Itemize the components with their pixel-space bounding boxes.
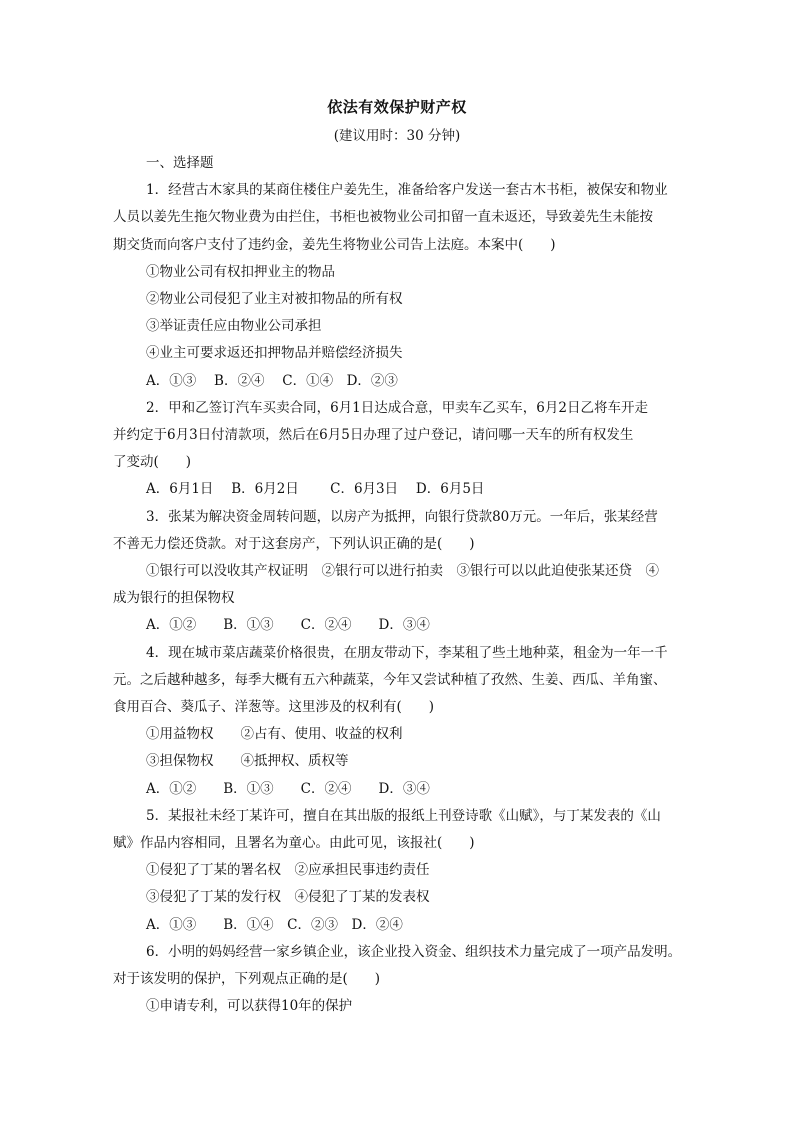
section-heading: 一、选择题	[146, 155, 214, 171]
suggested-time: (建议用时：30 分钟)	[333, 128, 461, 144]
question-stem-line: 6．小明的妈妈经营一家乡镇企业，该企业投入资金、组织技术力量完成了一项产品发明。	[146, 943, 682, 960]
document-title: 依法有效保护财产权	[327, 98, 467, 116]
answer-statement: ③侵犯了丁某的发行权 ④侵犯了丁某的发表权	[146, 889, 430, 906]
answer-choices: A．①③ B．②④ C．①④ D．②③	[146, 372, 398, 389]
document-body	[113, 150, 685, 1021]
question-list	[113, 177, 685, 1020]
question-block	[113, 395, 685, 504]
answer-statement: ①申请专利，可以获得10年的保护	[146, 998, 353, 1015]
question-stem-line: 人员以姜先生拖欠物业费为由拦住，书柜也被物业公司扣留一直未返还，导致姜先生未能按	[113, 209, 653, 226]
answer-statement: ②物业公司侵犯了业主对被扣物品的所有权	[146, 291, 403, 308]
question-block	[113, 640, 685, 803]
question-stem-line: 不善无力偿还贷款。对于这套房产，下列认识正确的是( )	[113, 535, 475, 552]
answer-statement: ③举证责任应由物业公司承担	[146, 318, 322, 335]
question-block	[113, 803, 685, 939]
answer-statement: 成为银行的担保物权	[113, 590, 235, 607]
question-stem-line: 并约定于6月3日付清款项，然后在6月5日办理了过户登记，请问哪一天车的所有权发生	[113, 427, 634, 444]
question-stem-line: 4．现在城市菜店蔬菜价格很贵，在朋友带动下，李某租了些土地种菜，租金为一年一千	[146, 644, 668, 661]
answer-choices: A．6月1日 B．6月2日 C．6月3日 D．6月5日	[146, 481, 485, 498]
question-stem-line: 期交货而向客户支付了违约金，姜先生将物业公司告上法庭。本案中( )	[113, 236, 556, 253]
question-stem-line: 3．张某为解决资金周转问题，以房产为抵押，向银行贷款80万元。一年后，张某经营	[146, 508, 658, 525]
question-stem-line: 了变动( )	[113, 454, 192, 471]
question-stem-line: 元。之后越种越多，每季大概有五六种蔬菜，今年又尝试种植了孜然、生姜、西瓜、羊角蜜、	[113, 671, 667, 688]
question-block	[113, 939, 685, 1021]
question-stem-line: 赋》作品内容相同，且署名为童心。由此可见，该报社( )	[113, 835, 475, 852]
answer-statement: ①用益物权 ②占有、使用、收益的权利	[146, 726, 403, 743]
answer-statement: ④业主可要求返还扣押物品并赔偿经济损失	[146, 345, 403, 362]
question-stem-line: 食用百合、葵瓜子、洋葱等。这里涉及的权利有( )	[113, 699, 435, 716]
answer-statement: ①银行可以没收其产权证明 ②银行可以进行拍卖 ③银行可以以此迫使张某还贷 ④	[146, 563, 659, 580]
question-block	[113, 177, 685, 395]
answer-choices: A．①③ B．①④ C．②③ D．②④	[146, 916, 403, 933]
question-stem-line: 5．某报社未经丁某许可，擅自在其出版的报纸上刊登诗歌《山赋》，与丁某发表的《山	[146, 807, 661, 824]
question-stem-line: 对于该发明的保护，下列观点正确的是( )	[113, 971, 381, 988]
question-stem-line: 1．经营古木家具的某商住楼住户姜先生，准备给客户发送一套古木书柜，被保安和物业	[146, 182, 668, 199]
answer-statement: ①物业公司有权扣押业主的物品	[146, 263, 335, 280]
answer-choices: A．①② B．①③ C．②④ D．③④	[146, 780, 430, 797]
answer-statement: ③担保物权 ④抵押权、质权等	[146, 753, 349, 770]
question-stem-line: 2．甲和乙签订汽车买卖合同，6月1日达成合意，甲卖车乙买车，6月2日乙将车开走	[146, 399, 648, 416]
question-block	[113, 504, 685, 640]
answer-choices: A．①② B．①③ C．②④ D．③④	[146, 617, 430, 634]
answer-statement: ①侵犯了丁某的署名权 ②应承担民事违约责任	[146, 862, 430, 879]
